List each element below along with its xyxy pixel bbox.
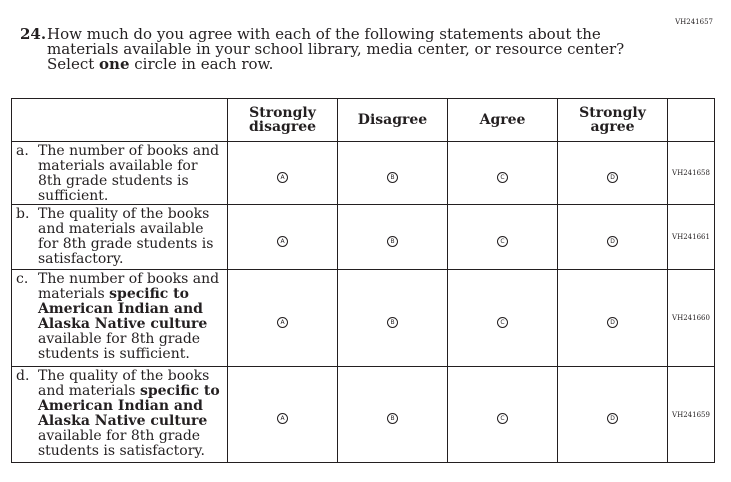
response-bubble-b-agree[interactable]: C: [497, 236, 508, 247]
response-bubble-d-strongly-agree[interactable]: D: [607, 413, 618, 424]
statement-segment: The number of books and materials: [38, 271, 220, 302]
table-row: [12, 270, 715, 367]
option-cell-strongly-agree: [558, 367, 668, 463]
question-id: VH241657: [675, 18, 713, 26]
question-text-end: circle in each row.: [129, 55, 274, 73]
option-cell-strongly-agree: [558, 205, 668, 270]
option-cell-strongly-disagree: [228, 367, 338, 463]
statement-c: [12, 270, 228, 367]
row-label: d.: [16, 368, 30, 384]
statement-text: [38, 144, 225, 204]
statement-d: [12, 367, 228, 463]
option-cell-agree: [448, 367, 558, 463]
statement-text: [38, 369, 225, 459]
table-row: [12, 142, 715, 205]
option-cell-disagree: [338, 205, 448, 270]
header-row: [12, 99, 715, 142]
question-text-emphasis: one: [99, 55, 130, 73]
response-bubble-b-disagree[interactable]: B: [387, 236, 398, 247]
response-bubble-c-disagree[interactable]: B: [387, 317, 398, 328]
statement-segment: The quality of the books and materials: [38, 368, 210, 399]
statement-b: [12, 205, 228, 270]
response-bubble-c-agree[interactable]: C: [497, 317, 508, 328]
statement-emphasis: specific to American Indian and Alaska Native culture: [38, 286, 208, 332]
statement-segment: available for 8th grade students is sufficient.: [38, 331, 201, 362]
response-bubble-d-strongly-disagree[interactable]: A: [277, 413, 288, 424]
question-prompt: [20, 27, 650, 72]
question-number: 24.: [20, 25, 47, 43]
statement-text: [38, 272, 225, 362]
response-bubble-a-strongly-agree[interactable]: D: [607, 172, 618, 183]
option-cell-strongly-disagree: [228, 142, 338, 205]
header-disagree: Disagree: [338, 99, 448, 142]
row-id: VH241658: [668, 142, 715, 205]
row-id: VH241661: [668, 205, 715, 270]
statement-segment: The quality of the books and materials available for 8th grade students is satisfactory.: [38, 206, 214, 267]
statement-segment: available for 8th grade students is satisfactory.: [38, 428, 205, 459]
response-bubble-b-strongly-agree[interactable]: D: [607, 236, 618, 247]
option-cell-disagree: [338, 367, 448, 463]
statement-segment: The number of books and materials available for 8th grade students is sufficient.: [38, 143, 220, 204]
response-bubble-b-strongly-disagree[interactable]: A: [277, 236, 288, 247]
statement-a: [12, 142, 228, 205]
row-id: VH241659: [668, 367, 715, 463]
option-cell-agree: [448, 142, 558, 205]
option-cell-disagree: [338, 270, 448, 367]
row-id: VH241660: [668, 270, 715, 367]
agreement-grid: [11, 98, 715, 463]
question-text: [47, 27, 650, 72]
option-cell-strongly-disagree: [228, 205, 338, 270]
option-cell-agree: [448, 270, 558, 367]
option-cell-strongly-disagree: [228, 270, 338, 367]
table-row: [12, 205, 715, 270]
header-statement: [12, 99, 228, 142]
statement-text: [38, 207, 225, 267]
table-row: [12, 367, 715, 463]
header-agree: Agree: [448, 99, 558, 142]
statement-emphasis: specific to American Indian and Alaska Native culture: [38, 383, 220, 429]
option-cell-strongly-agree: [558, 142, 668, 205]
response-bubble-c-strongly-agree[interactable]: D: [607, 317, 618, 328]
response-bubble-a-agree[interactable]: C: [497, 172, 508, 183]
row-label: b.: [16, 206, 30, 222]
option-cell-strongly-agree: [558, 270, 668, 367]
option-cell-disagree: [338, 142, 448, 205]
response-bubble-c-strongly-disagree[interactable]: A: [277, 317, 288, 328]
response-bubble-d-disagree[interactable]: B: [387, 413, 398, 424]
response-bubble-d-agree[interactable]: C: [497, 413, 508, 424]
response-bubble-a-disagree[interactable]: B: [387, 172, 398, 183]
row-label: a.: [16, 143, 29, 159]
question-text-start: How much do you agree with each of the following statements about the materials available in your school library, media center, or resource center? Select: [47, 25, 625, 73]
row-label: c.: [16, 271, 29, 287]
option-cell-agree: [448, 205, 558, 270]
response-bubble-a-strongly-disagree[interactable]: A: [277, 172, 288, 183]
header-strongly-disagree: Strongly disagree: [228, 99, 338, 142]
header-strongly-agree: Strongly agree: [558, 99, 668, 142]
header-id: [668, 99, 715, 142]
